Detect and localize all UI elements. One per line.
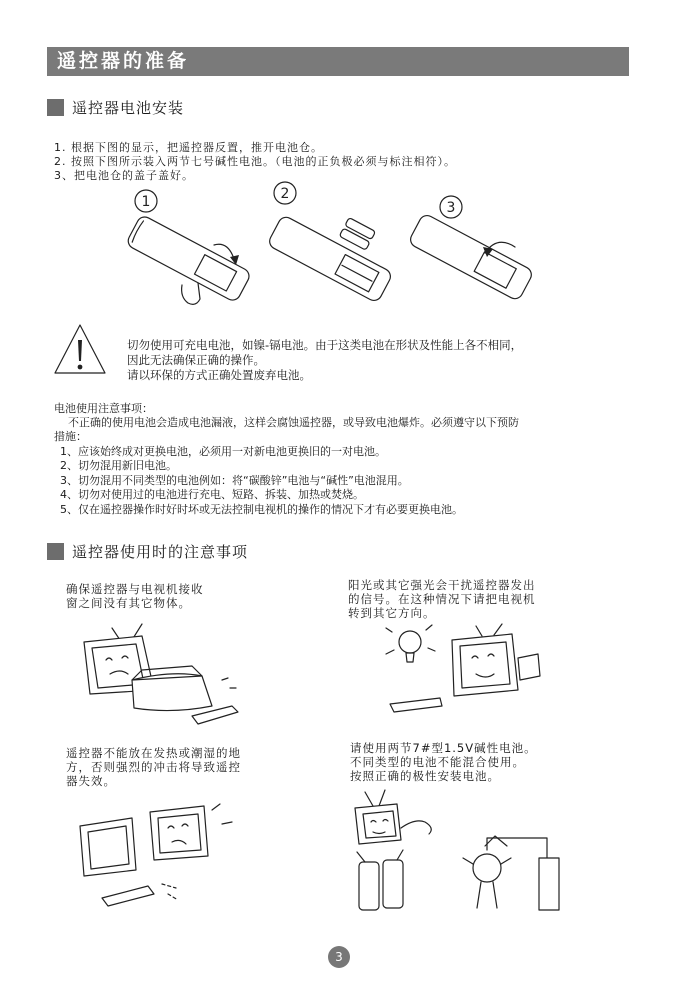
section-marker xyxy=(47,543,64,560)
battery-notes-intro-2: 措施： xyxy=(54,430,87,443)
tip-2-line-3: 转到其它方向。 xyxy=(348,606,436,620)
tip-1-line-2: 窗之间没有其它物体。 xyxy=(66,596,191,610)
battery-section-title: 遥控器电池安装 xyxy=(72,99,185,117)
page-title: 遥控器的准备 xyxy=(47,47,629,76)
tip-2-line-1: 阳光或其它强光会干扰遥控器发出 xyxy=(348,578,536,592)
battery-note-1: 1、应该始终成对更换电池，必须用一对新电池更换旧的一对电池。 xyxy=(60,445,386,458)
tip-3-line-3: 器失效。 xyxy=(66,774,116,788)
illustration-batteries xyxy=(345,788,575,920)
battery-note-5: 5、仅在遥控器操作时好时坏或无法控制电视机的操作的情况下才有必要更换电池。 xyxy=(60,503,463,516)
usage-section-heading xyxy=(47,542,248,562)
tip-3 xyxy=(66,746,241,788)
illustration-obstacle xyxy=(72,610,252,735)
battery-step-1: 1. 根据下图的显示，把遥控器反置，推开电池仓。 xyxy=(54,141,323,154)
figure-number-2: 2 xyxy=(280,186,290,202)
usage-section-title: 遥控器使用时的注意事项 xyxy=(72,543,249,561)
battery-note-2: 2、切勿混用新旧电池。 xyxy=(60,459,177,472)
warning-triangle-icon xyxy=(53,323,107,375)
tip-3-line-1: 遥控器不能放在发热或潮湿的地 xyxy=(66,746,241,760)
page-number: 3 xyxy=(328,946,350,968)
warning-line-2: 因此无法确保正确的操作。 xyxy=(127,353,265,367)
battery-section-heading xyxy=(47,98,184,118)
remote-figure-open xyxy=(110,185,260,325)
tip-4 xyxy=(350,741,537,783)
battery-notes-intro-1: 不正确的使用电池会造成电池漏液，这样会腐蚀遥控器，或导致电池爆炸。必须遵守以下预防 xyxy=(54,416,519,429)
tip-2-line-2: 的信号。在这种情况下请把电视机 xyxy=(348,592,536,606)
section-marker xyxy=(47,99,64,116)
tip-3-line-2: 方，否则强烈的冲击将导致遥控 xyxy=(66,760,241,774)
battery-note-4: 4、切勿对使用过的电池进行充电、短路、拆装、加热或焚烧。 xyxy=(60,488,364,501)
illustration-strong-light xyxy=(380,618,550,718)
tip-4-line-1: 请使用两节7#型1.5V碱性电池。 xyxy=(350,741,537,755)
remote-figure-close xyxy=(395,185,545,325)
battery-note-3: 3、切勿混用不同类型的电池例如：将“碳酸锌”电池与“碱性”电池混用。 xyxy=(60,474,409,487)
tip-2 xyxy=(348,578,536,620)
battery-step-3: 3、把电池仓的盖子盖好。 xyxy=(54,169,194,182)
warning-line-1: 切勿使用可充电电池，如镍-镉电池。由于这类电池在形状及性能上各不相同， xyxy=(127,338,523,352)
battery-notes-title: 电池使用注意事项： xyxy=(54,402,153,415)
tip-1 xyxy=(66,582,204,610)
battery-step-2: 2. 按照下图所示装入两节七号碱性电池。（电池的正负极必须与标注相符）。 xyxy=(54,155,456,168)
tip-4-line-3: 按照正确的极性安装电池。 xyxy=(350,769,500,783)
remote-figure-batteries xyxy=(255,180,405,325)
tip-4-line-2: 不同类型的电池不能混合使用。 xyxy=(350,755,525,769)
figure-number-3: 3 xyxy=(446,200,456,216)
illustration-heat-humidity xyxy=(72,790,252,915)
tip-1-line-1: 确保遥控器与电视机接收 xyxy=(66,582,204,596)
warning-line-3: 请以环保的方式正确处置废弃电池。 xyxy=(127,368,311,382)
figure-number-1: 1 xyxy=(141,194,151,210)
